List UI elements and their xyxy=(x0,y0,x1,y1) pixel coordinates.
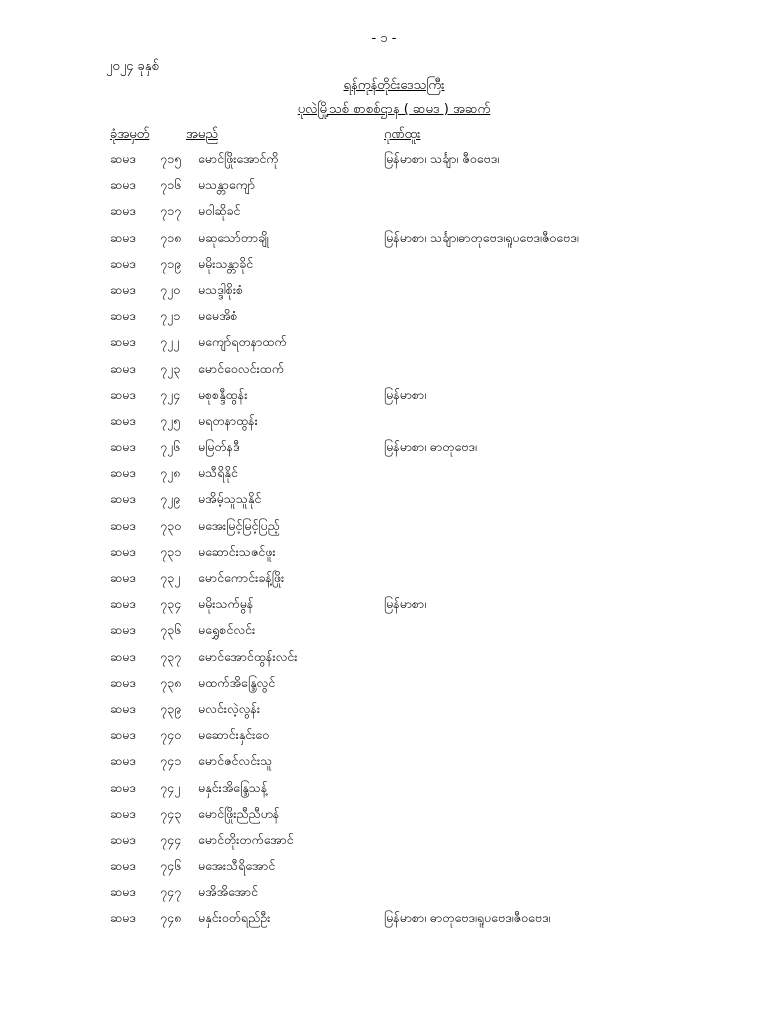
list-item xyxy=(0,806,768,832)
student-name: မောင်ကောင်းခန့်ဖြိုး xyxy=(198,570,285,585)
roll-number: ၇၄၆ xyxy=(160,858,182,874)
list-item xyxy=(0,753,768,779)
roll-number: ၇၂၀ xyxy=(160,281,181,297)
exam-center-title: ပုလဲမြို့သစ် စာစစ်ဌာန ( ဆမဒ ) အဆက် xyxy=(297,102,491,117)
roll-code: ဆမဒ xyxy=(110,727,136,743)
roll-code: ဆမဒ xyxy=(110,491,136,507)
page-number: - ၁ - xyxy=(371,31,397,46)
student-name: မစုစန္ဒီထွန်း xyxy=(198,386,248,402)
roll-number: ၇၃၆ xyxy=(160,622,182,638)
student-name: မောင်ဇင်လင်းသူ xyxy=(198,753,273,769)
distinction-subjects: မြန်မာစာ၊ သင်္ချာ၊ဓာတုဗေဒ၊ရူပဗေဒ၊ဇီဝဗေဒ၊ xyxy=(384,229,579,245)
roll-number: ၇၂၁ xyxy=(160,308,181,324)
roll-code: ဆမဒ xyxy=(110,517,136,533)
roll-code: ဆမဒ xyxy=(110,255,136,271)
roll-code: ဆမဒ xyxy=(110,360,136,376)
student-name: မအိအိအောင် xyxy=(198,884,258,900)
roll-code: ဆမဒ xyxy=(110,674,136,690)
roll-number: ၇၃၀ xyxy=(160,517,182,533)
list-item xyxy=(0,465,768,491)
roll-code: ဆမဒ xyxy=(110,622,136,638)
student-name: မမေအိစံ xyxy=(198,308,238,324)
student-name: မောင်တိုးတက်အောင် xyxy=(198,831,294,847)
student-name: မောင်ဖြိုးညီညီဟန် xyxy=(198,805,280,821)
roll-number: ၇၄၀ xyxy=(160,727,182,743)
roll-code: ဆမဒ xyxy=(110,596,136,612)
student-name: မနှင်းအိန္ဒြေသန့် xyxy=(198,779,268,795)
student-name: မဆောင်းသဇင်ဖူး xyxy=(198,543,276,559)
roll-number: ၇၄၃ xyxy=(160,805,182,821)
roll-code: ဆမဒ xyxy=(110,439,136,455)
roll-code: ဆမဒ xyxy=(110,281,136,297)
roll-number: ၇၂၃ xyxy=(160,360,181,376)
student-name: မောင်ဝေလင်းထက် xyxy=(198,360,284,376)
table-header xyxy=(0,126,768,144)
roll-code: ဆမဒ xyxy=(110,308,136,324)
roll-code: ဆမဒ xyxy=(110,543,136,559)
list-item xyxy=(0,649,768,675)
list-item xyxy=(0,203,768,229)
roll-code: ဆမဒ xyxy=(110,334,136,350)
list-item xyxy=(0,256,768,282)
list-item xyxy=(0,544,768,570)
roll-code: ဆမဒ xyxy=(110,229,136,245)
roll-number: ၇၂၉ xyxy=(160,491,181,507)
roll-number: ၇၁၇ xyxy=(160,203,182,219)
roll-number: ၇၁၅ xyxy=(160,151,182,166)
list-item xyxy=(0,570,768,596)
list-item xyxy=(0,361,768,387)
student-name: မအေးမြင့်မြင့်ပြည့် xyxy=(198,517,280,533)
roll-code: ဆမဒ xyxy=(110,779,136,795)
year-label: ၂၀၂၄ ခုနှစ် xyxy=(106,59,159,74)
student-name: မရတနာထွန်း xyxy=(198,412,258,428)
student-name: မမိုးသန္တာခိုင် xyxy=(198,255,254,271)
roll-code: ဆမဒ xyxy=(110,910,136,926)
list-item xyxy=(0,727,768,753)
roll-code: ဆမဒ xyxy=(110,858,136,874)
roll-number: ၇၄၈ xyxy=(160,910,182,926)
roll-number: ၇၁၈ xyxy=(160,229,182,245)
student-name: မလင်းလဲ့လွန်း xyxy=(198,700,261,716)
list-item xyxy=(0,387,768,413)
roll-code: ဆမဒ xyxy=(110,386,136,402)
student-name: မရွှေစင်လင်း xyxy=(198,622,256,638)
region-title: ရန်ကုန်တိုင်းဒေသကြီး xyxy=(343,78,445,93)
distinction-subjects: မြန်မာစာ၊ xyxy=(384,386,427,402)
list-item xyxy=(0,832,768,858)
results-list xyxy=(0,151,768,937)
roll-number: ၇၄၇ xyxy=(160,884,182,900)
list-item xyxy=(0,413,768,439)
list-item xyxy=(0,334,768,360)
roll-number: ၇၄၁ xyxy=(160,753,182,769)
roll-code: ဆမဒ xyxy=(110,151,136,166)
student-name: မမြတ်နဒီ xyxy=(198,439,240,455)
list-item xyxy=(0,177,768,203)
roll-code: ဆမဒ xyxy=(110,805,136,821)
list-item xyxy=(0,518,768,544)
student-name: မကျော်ရတနာထက် xyxy=(198,334,287,350)
student-name: မောင်ဖြိုးအောင်ကို xyxy=(198,151,279,166)
distinction-subjects: မြန်မာစာ၊ ဓာတုဗေဒ၊ရူပဗေဒ၊ဇီဝဗေဒ၊ xyxy=(384,910,551,926)
roll-number: ၇၄၄ xyxy=(160,831,182,847)
list-item xyxy=(0,675,768,701)
roll-code: ဆမဒ xyxy=(110,753,136,769)
roll-code: ဆမဒ xyxy=(110,203,136,219)
list-item xyxy=(0,701,768,727)
roll-number: ၇၄၂ xyxy=(160,779,181,795)
student-name: မောင်အောင်ထွန်းလင်း xyxy=(198,648,298,664)
header-distinctions: ဂုဏ်ထူး xyxy=(384,127,421,142)
roll-number: ၇၂၈ xyxy=(160,465,181,481)
roll-number: ၇၂၆ xyxy=(160,439,181,455)
list-item xyxy=(0,884,768,910)
student-name: မသဒ္ဒါစိုးစံ xyxy=(198,281,244,297)
roll-code: ဆမဒ xyxy=(110,884,136,900)
student-name: မအေးသီရိအောင် xyxy=(198,858,276,874)
roll-number: ၇၃၄ xyxy=(160,596,182,612)
student-name: မဆုသော်တာချို xyxy=(198,229,269,245)
student-name: မထက်အိန္ဒြေလွင် xyxy=(198,674,276,690)
roll-number: ၇၂၅ xyxy=(160,412,181,428)
roll-number: ၇၃၂ xyxy=(160,570,181,585)
list-item xyxy=(0,622,768,648)
list-item xyxy=(0,308,768,334)
list-item xyxy=(0,780,768,806)
list-item xyxy=(0,151,768,177)
student-name: မအိမ့်သူသူနိုင် xyxy=(198,491,262,507)
roll-number: ၇၃၁ xyxy=(160,543,182,559)
list-item xyxy=(0,230,768,256)
roll-code: ဆမဒ xyxy=(110,177,136,193)
header-name: အမည် xyxy=(186,127,218,142)
student-name: မသီရိနိုင် xyxy=(198,465,238,481)
student-name: မနှင်းဝတ်ရည်ဦး xyxy=(198,910,271,926)
list-item xyxy=(0,439,768,465)
list-item xyxy=(0,910,768,936)
roll-code: ဆမဒ xyxy=(110,648,136,664)
roll-code: ဆမဒ xyxy=(110,831,136,847)
list-item xyxy=(0,491,768,517)
distinction-subjects: မြန်မာစာ၊ ဓာတုဗေဒ၊ xyxy=(384,439,477,455)
roll-number: ၇၂၄ xyxy=(160,386,181,402)
student-name: မဆောင်းနှင်းဝေ xyxy=(198,727,270,743)
header-roll-number: ခုံအမှတ် xyxy=(110,127,150,142)
student-name: မဝါဆိုခင် xyxy=(198,203,241,219)
distinction-subjects: မြန်မာစာ၊ xyxy=(384,596,427,612)
student-name: မမိုးသက်မွန် xyxy=(198,596,254,612)
roll-number: ၇၃၇ xyxy=(160,648,182,664)
roll-number: ၇၁၉ xyxy=(160,255,182,271)
roll-number: ၇၁၆ xyxy=(160,177,182,193)
list-item xyxy=(0,858,768,884)
roll-number: ၇၃၈ xyxy=(160,674,182,690)
list-item xyxy=(0,596,768,622)
student-name: မသန္တာကျော် xyxy=(198,177,255,193)
roll-code: ဆမဒ xyxy=(110,570,136,585)
roll-code: ဆမဒ xyxy=(110,412,136,428)
roll-number: ၇၂၂ xyxy=(160,334,180,350)
roll-number: ၇၃၉ xyxy=(160,700,182,716)
distinction-subjects: မြန်မာစာ၊ သင်္ချာ၊ ဇီဝဗေဒ၊ xyxy=(384,151,500,166)
list-item xyxy=(0,282,768,308)
roll-code: ဆမဒ xyxy=(110,700,136,716)
roll-code: ဆမဒ xyxy=(110,465,136,481)
